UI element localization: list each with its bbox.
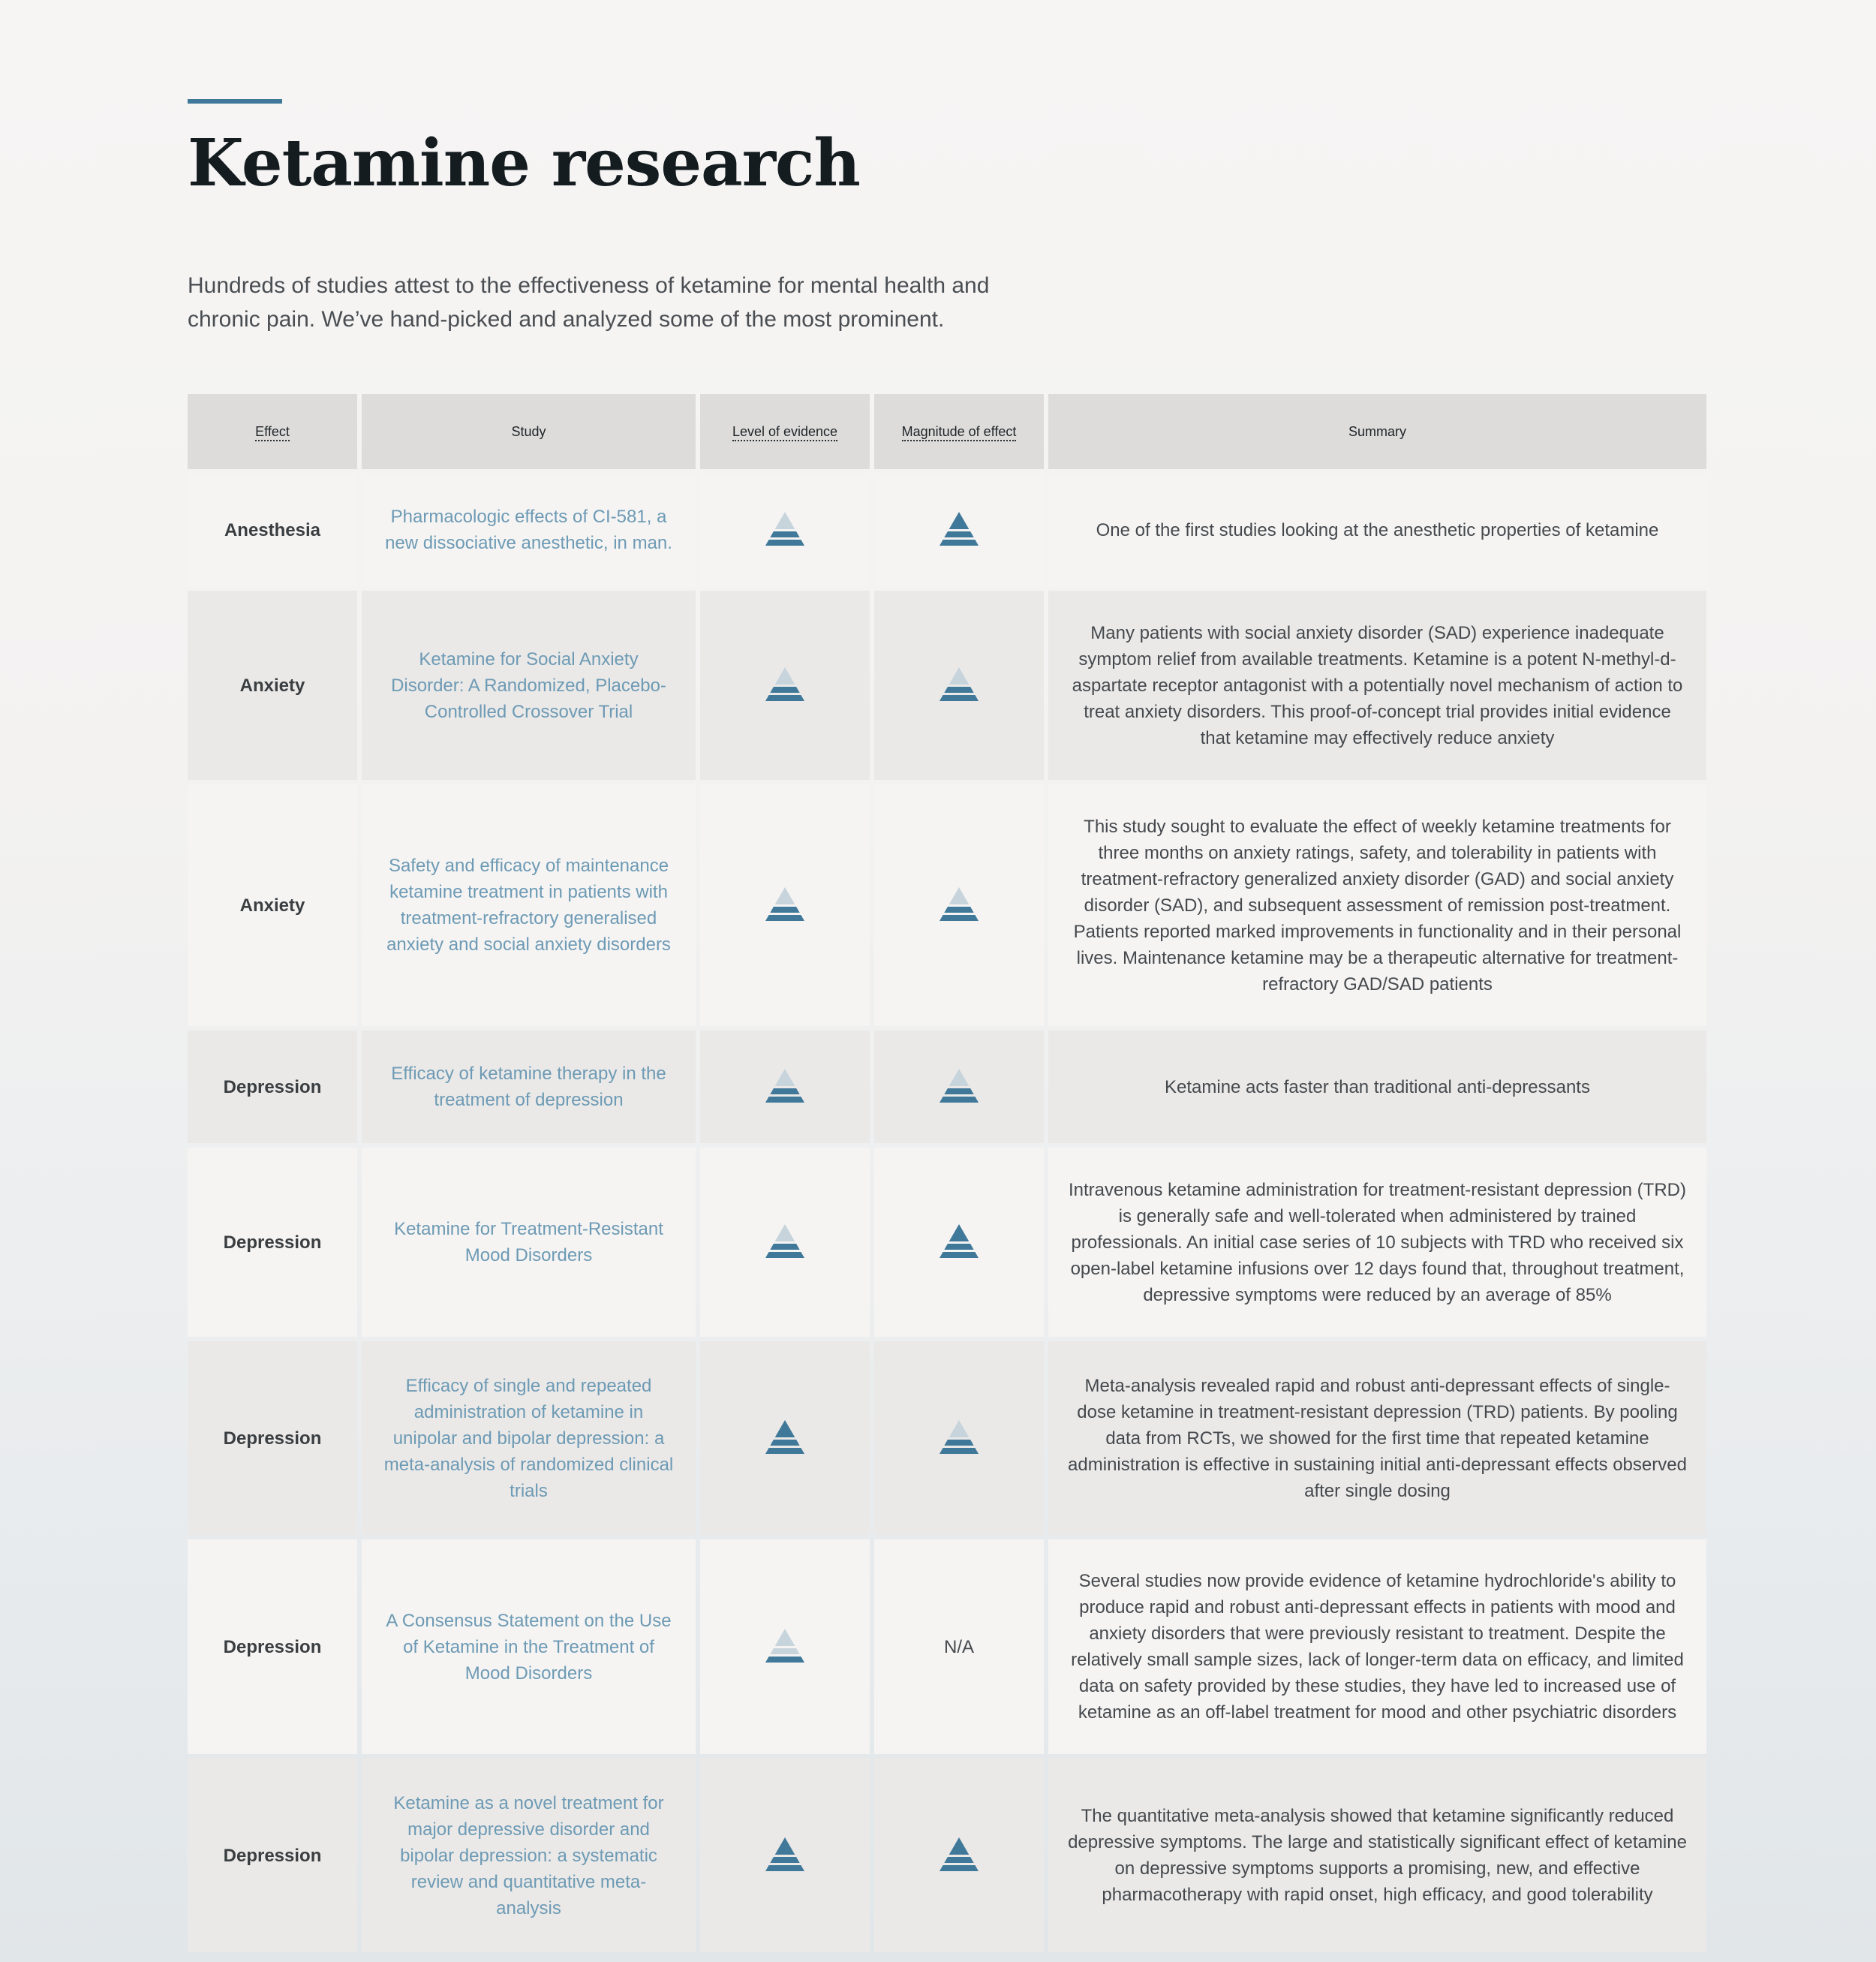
cell-study — [362, 784, 696, 1026]
pyramid-tier-bottom — [765, 1865, 804, 1871]
cell-evidence — [700, 1539, 870, 1754]
effect-label: Anxiety — [239, 675, 305, 696]
table-row — [188, 1759, 1706, 1952]
magnitude-pyramid-icon[interactable] — [936, 1832, 982, 1879]
pyramid-tier-bottom — [940, 915, 979, 921]
cell-magnitude — [874, 1759, 1044, 1952]
pyramid-tier-top — [775, 512, 795, 529]
cell-study — [362, 1759, 696, 1952]
evidence-pyramid-icon[interactable] — [762, 1064, 807, 1110]
study-link[interactable]: Ketamine as a novel treatment for major depressive disorder and bipolar depression: a systematic review and quantitative meta-analysis — [393, 1792, 664, 1918]
pyramid-tier-middle — [770, 1440, 799, 1446]
effect-label: Depression — [223, 1428, 322, 1449]
effect-label: Depression — [223, 1076, 322, 1097]
pyramid-tier-middle — [770, 1088, 799, 1094]
pyramid-tier-bottom — [765, 915, 804, 921]
pyramid-tier-top — [949, 1420, 970, 1437]
pyramid-tier-middle — [944, 687, 973, 693]
cell-evidence — [700, 591, 870, 780]
pyramid-tier-middle — [770, 907, 799, 913]
pyramid-svg — [936, 507, 982, 546]
pyramid-tier-bottom — [940, 540, 979, 546]
magnitude-pyramid-icon[interactable] — [936, 507, 982, 553]
cell-effect — [188, 591, 357, 780]
effect-label: Depression — [223, 1232, 322, 1253]
study-link[interactable]: Pharmacologic effects of CI-581, a new dissociative anesthetic, in man. — [385, 507, 672, 553]
pyramid-tier-top — [949, 887, 970, 904]
cell-study — [362, 474, 696, 586]
cell-magnitude — [874, 1031, 1044, 1143]
pyramid-svg — [762, 1623, 807, 1663]
header-magnitude[interactable] — [874, 394, 1044, 469]
evidence-pyramid-icon[interactable] — [762, 662, 807, 709]
study-link[interactable]: Ketamine for Social Anxiety Disorder: A Randomized, Placebo-Controlled Crossover Trial — [391, 648, 666, 722]
cell-effect — [188, 474, 357, 586]
pyramid-tier-top — [775, 1837, 795, 1855]
evidence-pyramid-icon[interactable] — [762, 507, 807, 553]
magnitude-pyramid-icon[interactable] — [936, 882, 982, 928]
header-evidence-label[interactable]: Level of evidence — [732, 424, 837, 441]
pyramid-tier-top — [949, 1837, 970, 1855]
header-summary — [1048, 394, 1706, 469]
pyramid-svg — [936, 882, 982, 921]
table-row — [188, 1539, 1706, 1754]
study-link[interactable]: Ketamine for Treatment-Resistant Mood Disorders — [394, 1219, 663, 1265]
pyramid-tier-bottom — [765, 1097, 804, 1103]
magnitude-pyramid-icon[interactable] — [936, 662, 982, 709]
cell-summary — [1048, 1341, 1706, 1535]
pyramid-svg — [762, 1219, 807, 1258]
cell-evidence — [700, 1759, 870, 1952]
effect-label: Depression — [223, 1636, 322, 1657]
cell-summary — [1048, 1539, 1706, 1754]
pyramid-tier-bottom — [940, 1097, 979, 1103]
table-header-row — [188, 394, 1706, 469]
pyramid-tier-middle — [770, 1244, 799, 1250]
pyramid-tier-top — [949, 1069, 970, 1086]
evidence-pyramid-icon[interactable] — [762, 1832, 807, 1879]
pyramid-tier-top — [949, 512, 970, 529]
magnitude-pyramid-icon[interactable] — [936, 1415, 982, 1461]
pyramid-tier-bottom — [765, 695, 804, 701]
pyramid-tier-middle — [944, 1088, 973, 1094]
summary-text: One of the first studies looking at the anesthetic properties of ketamine — [1096, 519, 1659, 540]
evidence-pyramid-icon[interactable] — [762, 1219, 807, 1265]
pyramid-tier-middle — [944, 531, 973, 537]
pyramid-svg — [762, 662, 807, 701]
pyramid-svg — [762, 882, 807, 921]
summary-text: Many patients with social anxiety disorder (SAD) experience inadequate symptom relief from available treatments. Ketamine is a potent N-methyl-d-aspartate receptor antagonist with a potentially novel mechanism of action to treat anxiety disorders. This proof-of-concept trial provides initial evidence that ketamine may effectively reduce anxiety — [1072, 622, 1683, 748]
pyramid-svg — [762, 1415, 807, 1454]
cell-evidence — [700, 784, 870, 1026]
effect-label: Depression — [223, 1845, 322, 1866]
cell-effect — [188, 1341, 357, 1535]
cell-study — [362, 1148, 696, 1337]
evidence-pyramid-icon[interactable] — [762, 1415, 807, 1461]
cell-effect — [188, 784, 357, 1026]
cell-study — [362, 1031, 696, 1143]
table-row — [188, 1031, 1706, 1143]
pyramid-tier-top — [949, 667, 970, 685]
cell-evidence — [700, 1031, 870, 1143]
pyramid-tier-top — [775, 887, 795, 904]
table-row — [188, 591, 1706, 780]
cell-effect — [188, 1759, 357, 1952]
pyramid-tier-middle — [770, 531, 799, 537]
cell-evidence — [700, 1341, 870, 1535]
cell-study — [362, 1341, 696, 1535]
pyramid-tier-middle — [944, 1857, 973, 1863]
evidence-pyramid-icon[interactable] — [762, 1623, 807, 1670]
pyramid-tier-middle — [770, 687, 799, 693]
summary-text: The quantitative meta-analysis showed that ketamine significantly reduced depressive symptoms. The large and statistically significant effect of ketamine on depressive symptoms supports a promising, new, and effective pharmacotherapy with rapid onset, high efficacy, and good tolerability — [1068, 1806, 1687, 1905]
table-row — [188, 1148, 1706, 1337]
table-row — [188, 474, 1706, 586]
pyramid-svg — [936, 662, 982, 701]
pyramid-tier-middle — [770, 1648, 799, 1654]
cell-effect — [188, 1031, 357, 1143]
study-link[interactable]: Efficacy of single and repeated administration of ketamine in unipolar and bipolar depression: a meta-analysis of randomized clinical trials — [383, 1375, 674, 1501]
study-link[interactable]: Safety and efficacy of maintenance ketamine treatment in patients with treatment-refractory generalised anxiety and social anxiety disorders — [386, 856, 671, 955]
study-link[interactable]: Efficacy of ketamine therapy in the treatment of depression — [391, 1064, 666, 1110]
intro-text: Hundreds of studies attest to the effectiveness of ketamine for mental health and chronic pain. We’ve hand-picked and analyzed some of the most prominent. — [188, 273, 990, 332]
study-link[interactable]: A Consensus Statement on the Use of Ketamine in the Treatment of Mood Disorders — [386, 1610, 672, 1684]
pyramid-tier-top — [775, 1069, 795, 1086]
cell-summary — [1048, 1759, 1706, 1952]
pyramid-tier-bottom — [940, 1448, 979, 1454]
pyramid-tier-top — [949, 1224, 970, 1241]
header-magnitude-label[interactable]: Magnitude of effect — [902, 424, 1017, 441]
magnitude-na-text: N/A — [943, 1636, 974, 1657]
pyramid-tier-middle — [944, 1440, 973, 1446]
cell-magnitude — [874, 1341, 1044, 1535]
magnitude-pyramid-icon[interactable] — [936, 1219, 982, 1265]
effect-label: Anesthesia — [224, 519, 321, 540]
pyramid-tier-top — [775, 1629, 795, 1646]
cell-summary — [1048, 1148, 1706, 1337]
pyramid-tier-top — [775, 1420, 795, 1437]
cell-study — [362, 591, 696, 780]
pyramid-tier-bottom — [765, 1252, 804, 1258]
pyramid-tier-bottom — [940, 1252, 979, 1258]
table-row — [188, 784, 1706, 1026]
cell-summary — [1048, 1031, 1706, 1143]
page-title: Ketamine research — [188, 125, 860, 201]
cell-study — [362, 1539, 696, 1754]
summary-text: This study sought to evaluate the effect of weekly ketamine treatments for three months on anxiety ratings, safety, and tolerability in patients with treatment-refractory generalized anxiety disorder (GAD) and social anxiety disorder (SAD), and subsequent assessment of remission post-treatment. Patients reported marked improvements in functionality and in their personal lives. Maintenance ketamine may be a therapeutic alternative for treatment-refractory GAD/SAD patients — [1073, 816, 1682, 995]
cell-effect — [188, 1539, 357, 1754]
pyramid-svg — [762, 1832, 807, 1871]
pyramid-svg — [936, 1415, 982, 1454]
pyramid-tier-bottom — [765, 540, 804, 546]
pyramid-tier-bottom — [940, 695, 979, 701]
cell-evidence — [700, 474, 870, 586]
pyramid-tier-bottom — [940, 1865, 979, 1871]
cell-magnitude — [874, 474, 1044, 586]
header-summary-label: Summary — [1348, 423, 1406, 439]
pyramid-svg — [936, 1219, 982, 1258]
cell-summary — [1048, 591, 1706, 780]
cell-summary — [1048, 784, 1706, 1026]
pyramid-tier-middle — [944, 907, 973, 913]
cell-summary — [1048, 474, 1706, 586]
pyramid-tier-top — [775, 1224, 795, 1241]
header-evidence[interactable] — [700, 394, 870, 469]
cell-magnitude — [874, 591, 1044, 780]
pyramid-svg — [762, 1064, 807, 1103]
cell-magnitude — [874, 1539, 1044, 1754]
magnitude-pyramid-icon[interactable] — [936, 1064, 982, 1110]
summary-text: Meta-analysis revealed rapid and robust anti-depressant effects of single-dose ketamine in treatment-resistant depression (TRD) patients. By pooling data from RCTs, we showed for the first time that repeated ketamine administration is effective in sustaining initial anti-depressant effects observed after single dosing — [1068, 1375, 1687, 1501]
header-study-label: Study — [511, 423, 546, 439]
pyramid-svg — [936, 1064, 982, 1103]
pyramid-svg — [936, 1832, 982, 1871]
pyramid-tier-bottom — [765, 1657, 804, 1663]
pyramid-svg — [762, 507, 807, 546]
pyramid-tier-bottom — [765, 1448, 804, 1454]
header-effect-label[interactable]: Effect — [255, 424, 290, 441]
cell-magnitude — [874, 1148, 1044, 1337]
table-row — [188, 1341, 1706, 1535]
pyramid-tier-middle — [944, 1244, 973, 1250]
summary-text: Several studies now provide evidence of ketamine hydrochloride's ability to produce rapid and robust anti-depressant effects in patients with mood and anxiety disorders that were previously resistant to treatment. Despite the relatively small sample sizes, lack of longer-term data on efficacy, and limited data on safety provided by these studies, they have led to increased use of ketamine as an off-label treatment for mood and other psychiatric disorders — [1071, 1571, 1684, 1723]
header-effect[interactable] — [188, 394, 357, 469]
cell-effect — [188, 1148, 357, 1337]
header-study — [362, 394, 696, 469]
evidence-pyramid-icon[interactable] — [762, 882, 807, 928]
summary-text: Ketamine acts faster than traditional anti-depressants — [1165, 1076, 1590, 1097]
cell-evidence — [700, 1148, 870, 1337]
summary-text: Intravenous ketamine administration for treatment-resistant depression (TRD) is generally safe and well-tolerated when administered by trained professionals. An initial case series of 10 subjects with TRD who received six open-label ketamine infusions over 12 days found that, throughout treatment, depressive symptoms were reduced by an average of 85% — [1068, 1179, 1686, 1305]
research-table — [183, 390, 1711, 1957]
effect-label: Anxiety — [239, 895, 305, 916]
cell-magnitude — [874, 784, 1044, 1026]
title-accent-bar — [188, 99, 282, 104]
pyramid-tier-middle — [770, 1857, 799, 1863]
pyramid-tier-top — [775, 667, 795, 685]
